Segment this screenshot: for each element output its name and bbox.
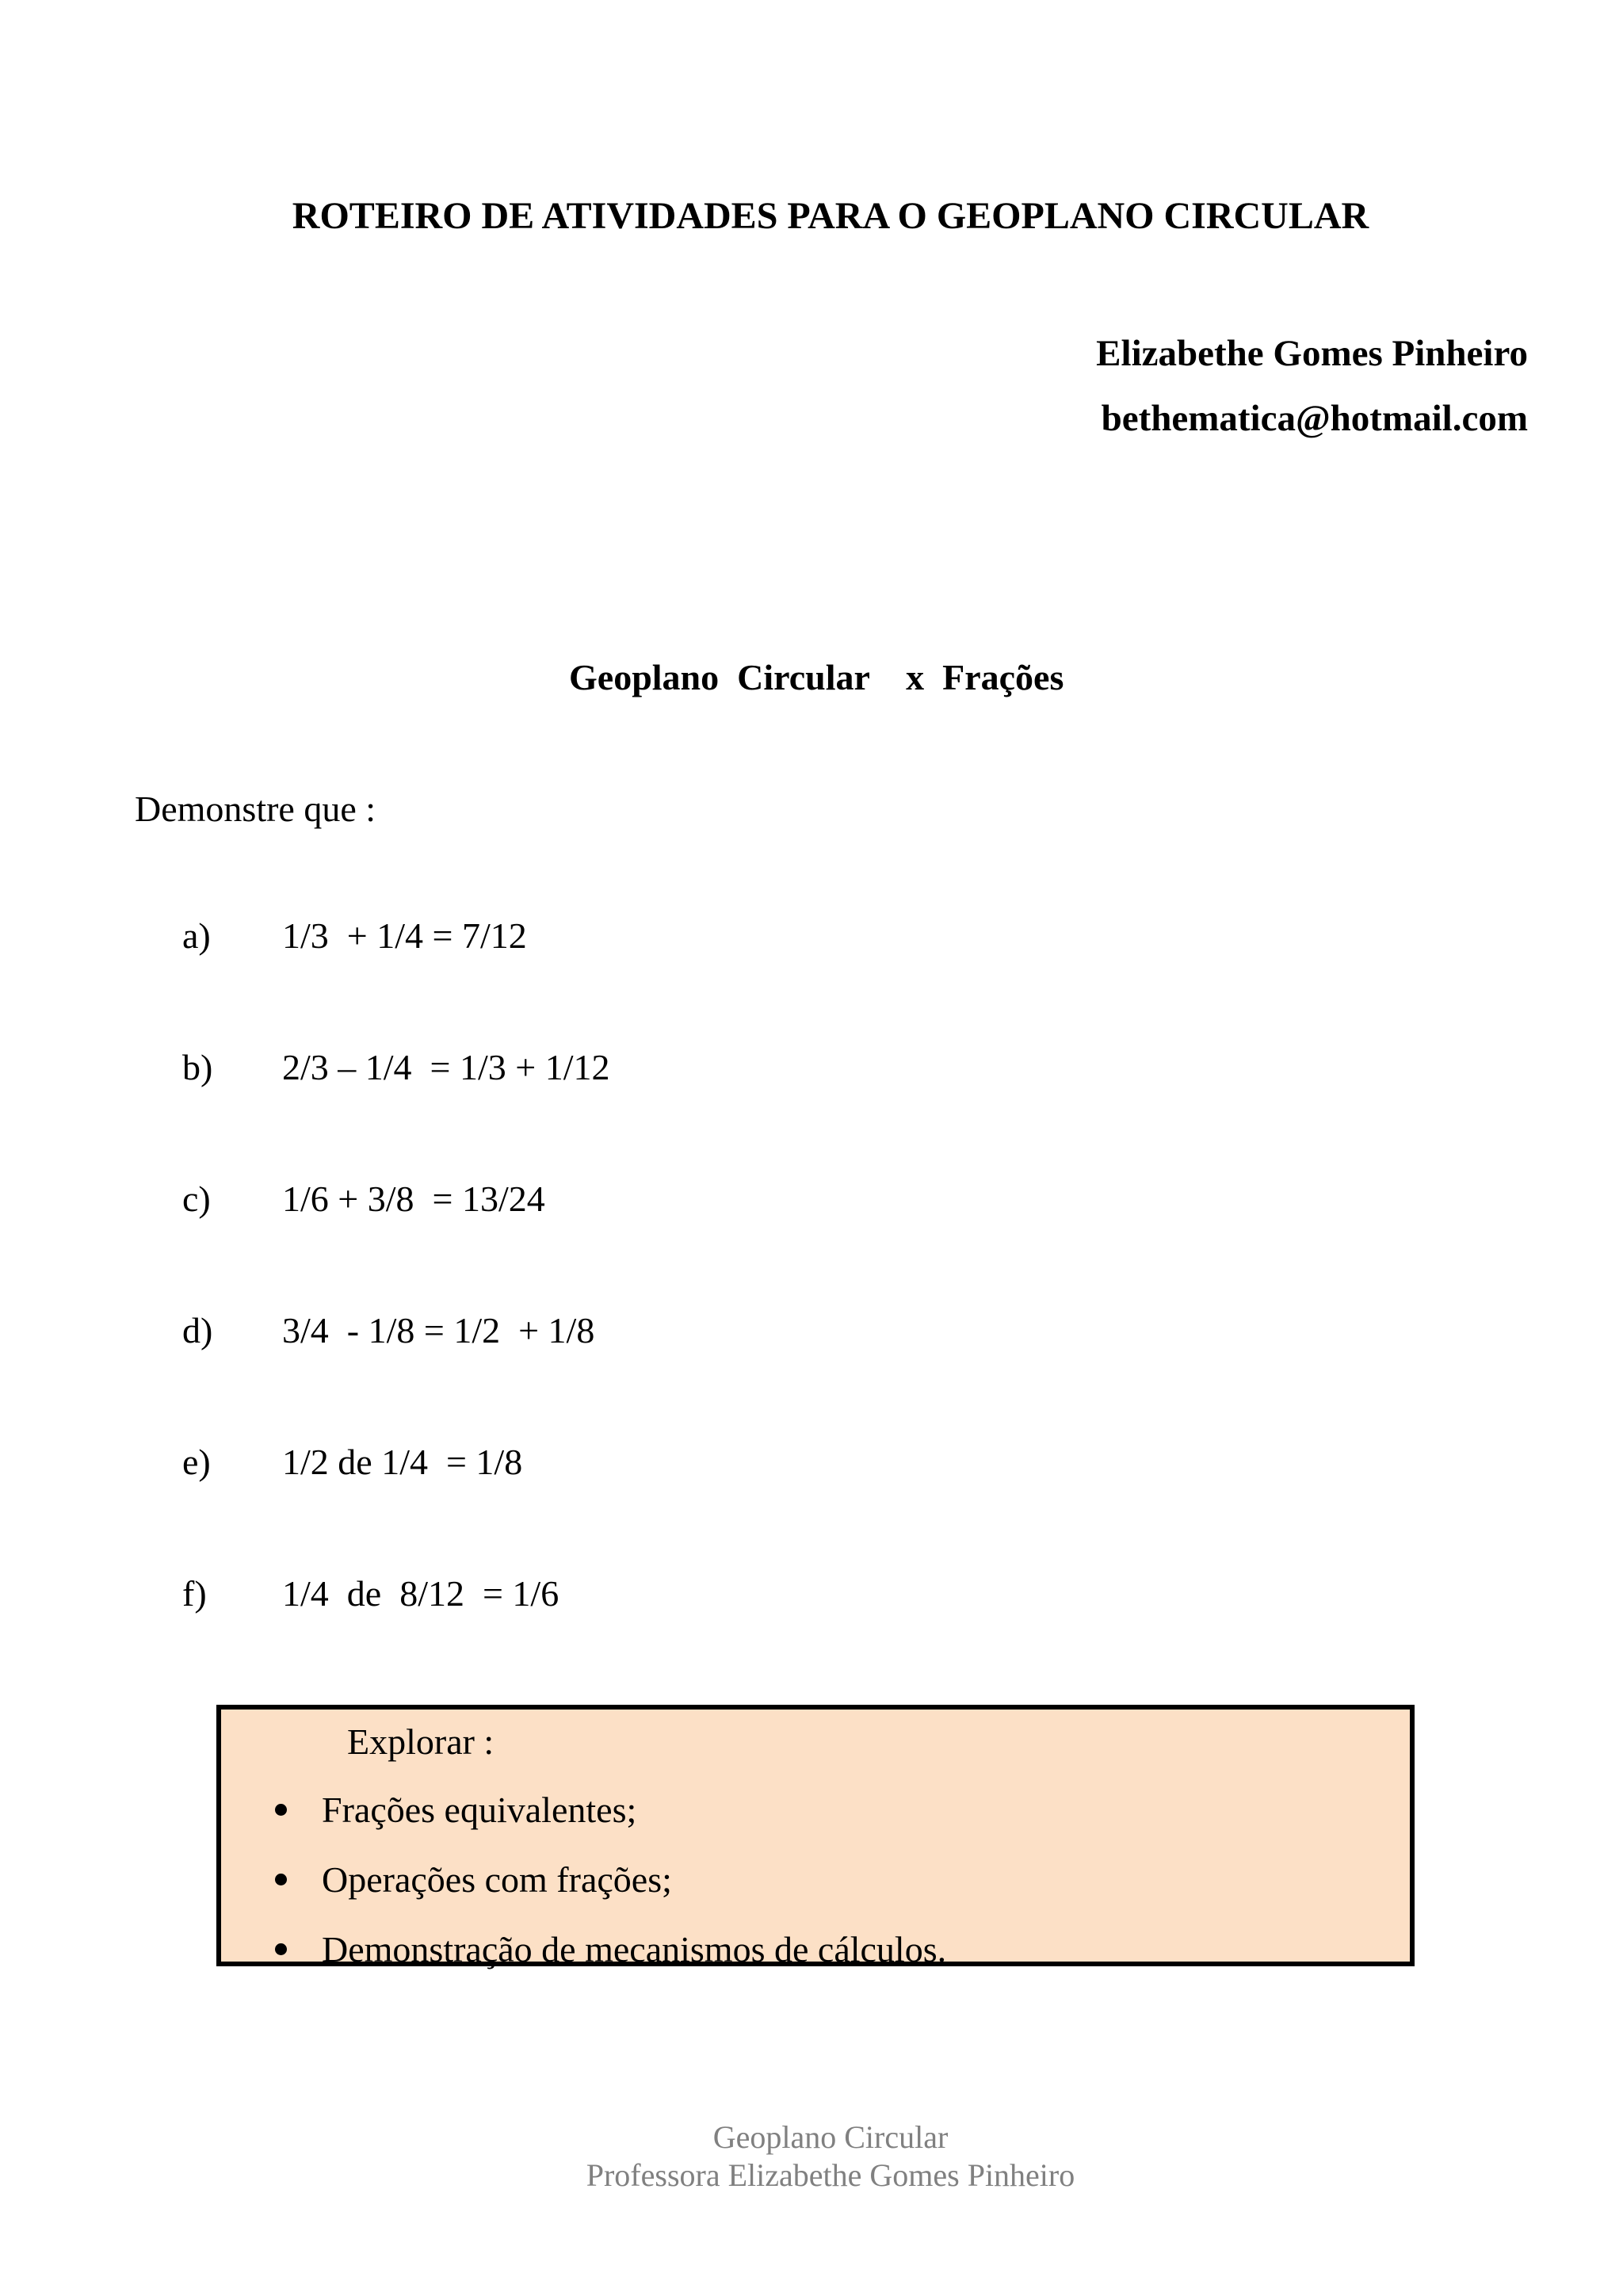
exercise-item-f <box>0 1568 1623 1699</box>
exercise-item-e <box>0 1436 1623 1568</box>
exercise-expression: 1/3 + 1/4 = 7/12 <box>282 915 527 956</box>
author-name: Elizabethe Gomes Pinheiro <box>1096 333 1528 374</box>
explore-item <box>221 1924 1410 1993</box>
exercise-item-c <box>0 1173 1623 1305</box>
explore-item-text: Demonstração de mecanismos de cálculos. <box>322 1929 947 1969</box>
exercise-expression: 1/2 de 1/4 = 1/8 <box>282 1442 523 1482</box>
exercise-letter: a) <box>182 915 211 956</box>
exercise-expression: 2/3 – 1/4 = 1/3 + 1/12 <box>282 1047 610 1087</box>
explore-item-text: Operações com frações; <box>322 1859 672 1900</box>
explore-item-text: Frações equivalentes; <box>322 1790 637 1830</box>
page-footer <box>0 2118 1623 2195</box>
exercise-letter: c) <box>182 1179 211 1219</box>
footer-line-1: Geoplano Circular <box>712 2119 949 2155</box>
bullet-icon <box>275 1874 287 1885</box>
explore-item <box>221 1784 1410 1854</box>
exercise-letter: b) <box>182 1047 213 1087</box>
exercise-expression: 3/4 - 1/8 = 1/2 + 1/8 <box>282 1310 595 1350</box>
intro-text: Demonstre que : <box>135 789 376 829</box>
exercise-letter: e) <box>182 1442 211 1482</box>
exercise-item-b <box>0 1041 1623 1173</box>
author-email: bethematica@hotmail.com <box>1101 398 1528 439</box>
explore-list <box>221 1784 1410 1993</box>
exercise-expression: 1/4 de 8/12 = 1/6 <box>282 1573 559 1614</box>
exercise-item-a <box>0 910 1623 1041</box>
document-title: ROTEIRO DE ATIVIDADES PARA O GEOPLANO CIRCULAR <box>292 195 1369 237</box>
exercise-expression: 1/6 + 3/8 = 13/24 <box>282 1179 545 1219</box>
section-subtitle: Geoplano Circular x Frações <box>569 657 1064 697</box>
author-block <box>1096 321 1528 451</box>
bullet-icon <box>275 1943 287 1955</box>
explore-box <box>216 1705 1415 1969</box>
explore-item <box>221 1854 1410 1924</box>
explore-heading: Explorar : <box>347 1721 495 1762</box>
bullet-icon <box>275 1804 287 1816</box>
exercise-item-d <box>0 1305 1623 1436</box>
exercise-letter: d) <box>182 1310 213 1350</box>
footer-line-2: Professora Elizabethe Gomes Pinheiro <box>586 2157 1075 2193</box>
exercise-letter: f) <box>182 1573 207 1614</box>
exercise-list <box>0 910 1623 1699</box>
